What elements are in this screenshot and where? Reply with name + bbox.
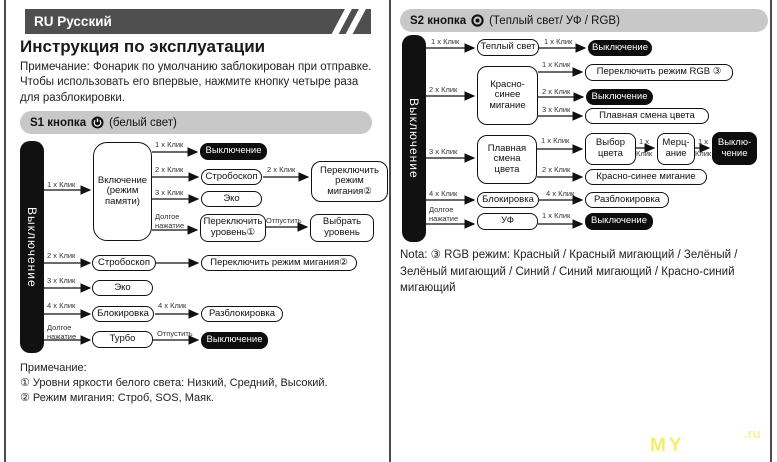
arrow-label: 1 x xyxy=(698,137,709,146)
arrow-label: Долгое xyxy=(155,212,180,221)
node-lock: Блокировка xyxy=(92,306,154,322)
language-header-label: RU Русский xyxy=(34,14,112,29)
node-off: Выключение xyxy=(200,143,267,160)
section-s1-prefix: S1 кнопка xyxy=(30,116,87,129)
arrow-label: Долгое xyxy=(47,323,72,332)
arrow-label: 1 x Клик xyxy=(431,37,460,46)
arrow-label: 1 x Клик xyxy=(541,136,570,145)
node-switch-rgb-mode: Переключить режим RGB ③ xyxy=(585,64,733,81)
arrow-label: 1 x Клик xyxy=(542,211,571,220)
arrow-label: 1 x Клик xyxy=(47,180,76,189)
page-title: Инструкция по эксплуатации xyxy=(20,37,266,56)
node-off: Выключение xyxy=(201,332,268,349)
s2-nota: Nota: ③ RGB режим: Красный / Красный мигающий / Зелёный / Зелёный мигающий / Синий / Синий мигающий / Красно-синий мигающий xyxy=(400,249,738,295)
node-switch-level: Переключить уровень① xyxy=(200,214,266,242)
arrow-label: 2 x Клик xyxy=(542,165,571,174)
node-eco: Эко xyxy=(92,280,153,296)
arrow-label: нажатие xyxy=(429,214,459,223)
node-smooth-color-change: Плавная смена цвета xyxy=(585,108,709,124)
node-switch-blink-mode: Переключить режим мигания② xyxy=(311,161,388,202)
arrow-label: 3 x Клик xyxy=(429,147,458,156)
node-eco: Эко xyxy=(201,191,262,207)
arrow-label: 4 x Клик xyxy=(158,301,187,310)
node-flicker: Мерц-ание xyxy=(657,133,695,165)
s1-note-2: ② Режим мигания: Строб, SOS, Маяк. xyxy=(20,392,214,404)
node-unlock: Разблокировка xyxy=(201,306,283,322)
node-power-on-memory: Включение (режим памяти) xyxy=(93,142,152,241)
arrow-label: 1 x xyxy=(639,137,650,146)
watermark: MY xyxy=(650,435,685,456)
node-switch-blink-mode: Переключить режим мигания② xyxy=(201,255,357,271)
section-s2-suffix: (Теплый свет/ УФ / RGB) xyxy=(489,14,620,27)
arrow-label: Долгое xyxy=(429,205,454,214)
node-strobe: Стробоскоп xyxy=(201,169,262,185)
arrow-label: 1 x Клик xyxy=(542,60,571,69)
s1-off-state-label: Выключение xyxy=(25,206,39,288)
arrow-label: нажатие xyxy=(47,332,77,341)
arrow-label: Отпустить xyxy=(157,329,193,338)
intro-note: Примечание: Фонарик по умолчанию заблокирован при отправке. Чтобы использовать его впервые, нажмите кнопку четыре раза для разблокировки. xyxy=(20,61,372,104)
node-select-level: Выбрать уровень xyxy=(310,214,374,242)
node-smooth-color-change-mode: Плавная смена цвета xyxy=(477,135,537,184)
arrow-label: 2 x Клик xyxy=(542,87,571,96)
s2-off-state-label: Выключение xyxy=(407,98,421,179)
arrow-label: Клик xyxy=(636,149,653,158)
node-color-select: Выбор цвета xyxy=(585,133,636,165)
section-s2-prefix: S2 кнопка xyxy=(410,14,467,27)
arrow-label: 2 x Клик xyxy=(155,165,184,174)
arrow-label: 3 x Клик xyxy=(542,105,571,114)
arrow-label: 1 x Клик xyxy=(544,37,573,46)
node-uv: УФ xyxy=(477,213,538,230)
watermark-suffix: .ru xyxy=(744,426,761,441)
node-off: Выключение xyxy=(588,40,652,56)
arrow-label: 4 x Клик xyxy=(47,301,76,310)
node-red-blue-blink: Красно-синее мигание xyxy=(585,169,707,185)
arrow-label: 2 x Клик xyxy=(47,251,76,260)
arrow-label: нажатие xyxy=(155,221,185,230)
node-strobe: Стробоскоп xyxy=(92,255,156,271)
arrow-label: 1 x Клик xyxy=(155,140,184,149)
node-off: Выключение xyxy=(585,213,653,230)
arrow-label: 3 x Клик xyxy=(155,188,184,197)
arrow-label: Отпустить xyxy=(266,216,302,225)
node-turbo: Турбо xyxy=(92,331,153,348)
s1-notes-title: Примечание: xyxy=(20,362,87,374)
arrow-label: Клик xyxy=(695,149,712,158)
arrow-label: 2 x Клик xyxy=(267,165,296,174)
node-off: Выклю-чение xyxy=(712,132,757,165)
node-lock: Блокировка xyxy=(477,192,539,208)
arrow-label: 2 x Клик xyxy=(429,85,458,94)
s1-note-1: ① Уровни яркости белого света: Низкий, Средний, Высокий. xyxy=(20,377,328,389)
node-warm-light: Теплый свет xyxy=(477,39,539,56)
section-s1-suffix: (белый свет) xyxy=(109,116,177,129)
node-red-blue-blink-mode: Красно-синее мигание xyxy=(477,66,538,125)
arrow-label: 4 x Клик xyxy=(546,189,575,198)
node-off: Выключение xyxy=(586,89,653,105)
arrow-label: 4 x Клик xyxy=(429,189,458,198)
arrow-label: 3 x Клик xyxy=(47,276,76,285)
node-unlock: Разблокировка xyxy=(585,192,669,208)
